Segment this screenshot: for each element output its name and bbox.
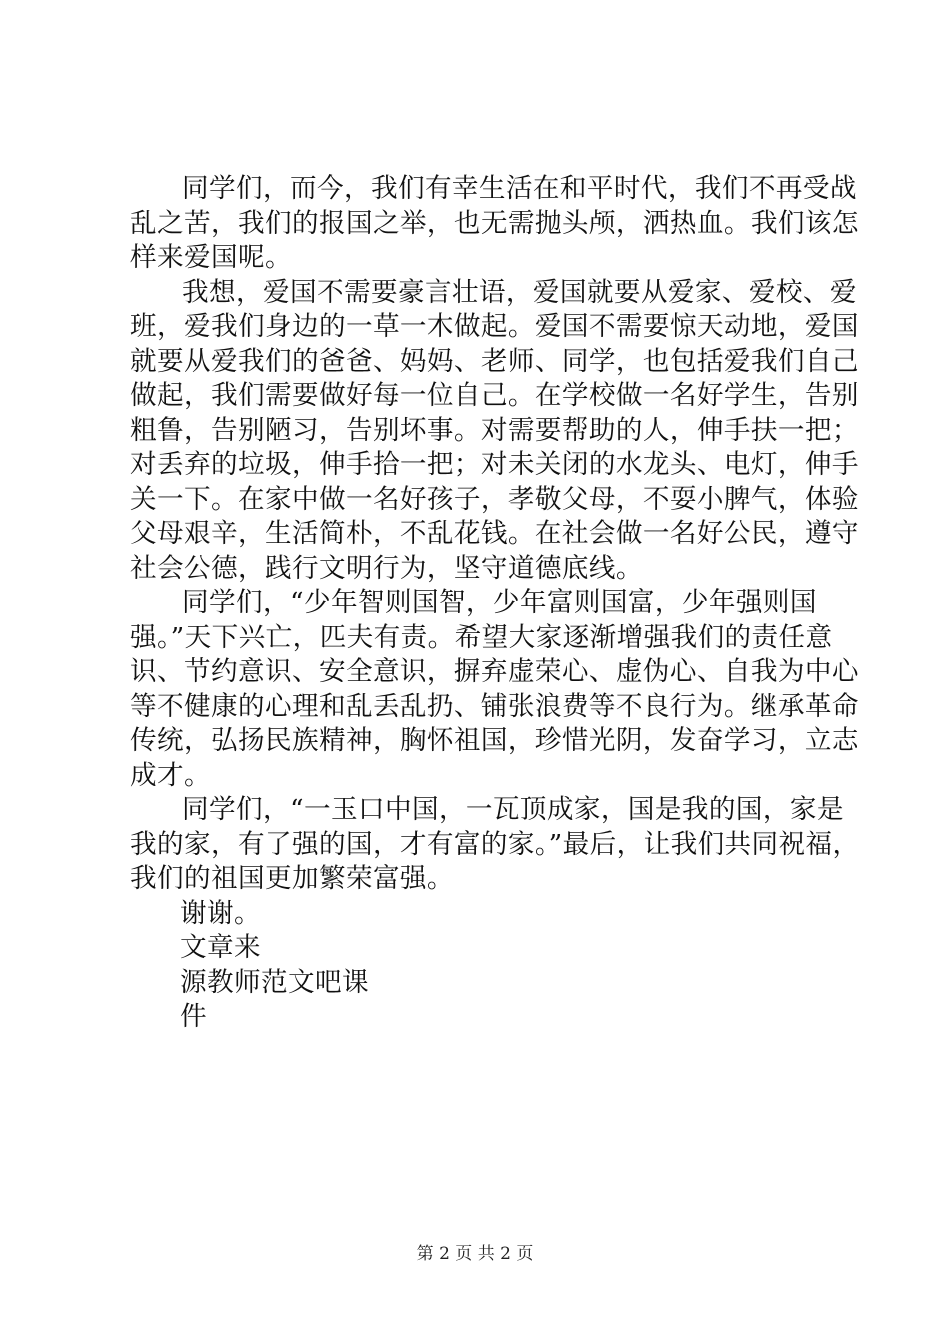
paragraph-3-line: 成才。	[130, 759, 211, 791]
paragraph-4-line: 我的家，有了强的国，才有富的家。”最后，让我们共同祝福，	[130, 828, 860, 860]
paragraph-4-line: 同学们，“一玉口中国，一瓦顶成家，国是我的国，家是	[182, 794, 844, 825]
paragraph-3-line: 强。”天下兴亡，匹夫有责。希望大家逐渐增强我们的责任意	[130, 621, 833, 653]
paragraph-2-line: 父母艰辛，生活简朴，不乱花钱。在社会做一名好公民，遵守	[130, 518, 859, 549]
paragraph-2-line: 粗鲁，告别陋习，告别坏事。对需要帮助的人，伸手扶一把；	[130, 414, 859, 446]
paragraph-2-line: 关一下。在家中做一名好孩子，孝敬父母，不耍小脾气，体验	[130, 483, 859, 515]
paragraph-2-line: 就要从爱我们的爸爸、妈妈、老师、同学，也包括爱我们自己	[130, 345, 859, 377]
paragraph-2-line: 社会公德，践行文明行为，坚守道德底线。	[130, 552, 643, 584]
closing-line: 文章来	[180, 932, 261, 963]
paragraph-1-line: 乱之苦，我们的报国之举，也无需抛头颅，洒热血。我们该怎	[130, 207, 859, 239]
closing-line: 谢谢。	[180, 897, 261, 929]
page-number-label: 第 2 页 共 2 页	[416, 1244, 534, 1264]
closing-line: 源教师范文吧课	[180, 966, 369, 998]
paragraph-3-line: 识、节约意识、安全意识，摒弃虚荣心、虚伪心、自我为中心	[130, 656, 859, 687]
closing-line: 件	[180, 1001, 207, 1032]
paragraph-4-line: 我们的祖国更加繁荣富强。	[130, 863, 454, 894]
document-body	[130, 172, 860, 1035]
page-footer	[0, 1243, 950, 1265]
paragraph-1-line: 同学们，而今，我们有幸生活在和平时代，我们不再受战	[182, 173, 857, 204]
paragraph-3-line: 同学们，“少年智则国智，少年富则国富，少年强则国	[182, 587, 817, 618]
paragraph-3-line: 等不健康的心理和乱丢乱扔、铺张浪费等不良行为。继承革命	[130, 690, 859, 722]
paragraph-2-line: 班，爱我们身边的一草一木做起。爱国不需要惊天动地，爱国	[130, 311, 859, 342]
paragraph-2-line: 我想，爱国不需要豪言壮语，爱国就要从爱家、爱校、爱	[182, 276, 857, 308]
paragraph-2-line: 做起，我们需要做好每一位自己。在学校做一名好学生，告别	[130, 380, 859, 411]
paragraph-3-line: 传统，弘扬民族精神，胸怀祖国，珍惜光阴，发奋学习，立志	[130, 725, 859, 756]
paragraph-2-line: 对丢弃的垃圾，伸手拾一把；对未关闭的水龙头、电灯，伸手	[130, 449, 859, 480]
paragraph-1-line: 样来爱国呢。	[130, 242, 292, 273]
